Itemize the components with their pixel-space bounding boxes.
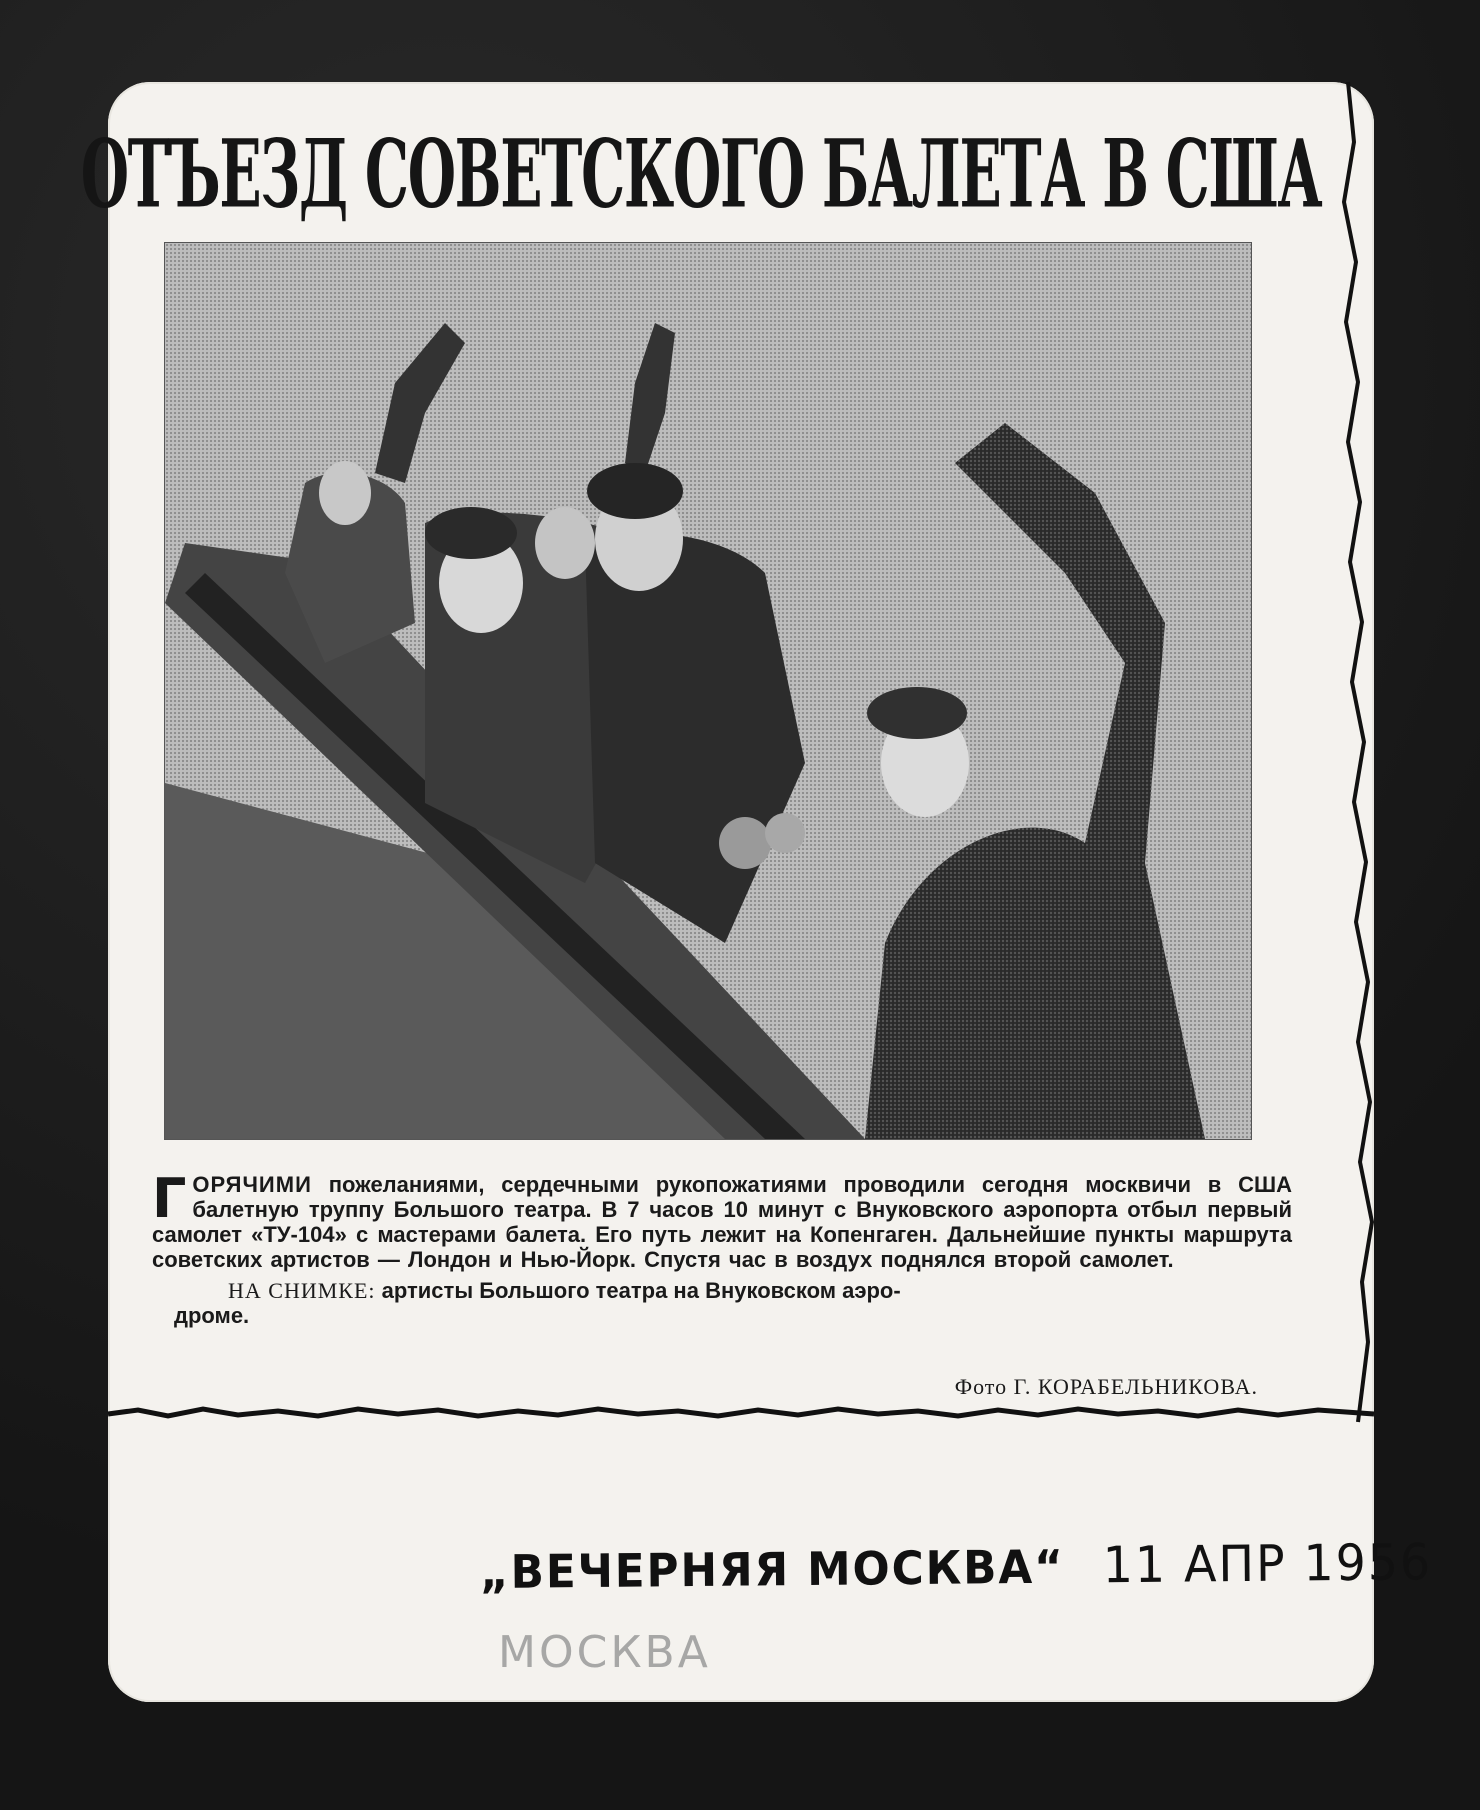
photo-illustration xyxy=(165,243,1251,1139)
photo-caption xyxy=(152,1278,1292,1328)
newspaper-stamp xyxy=(480,1533,1432,1600)
faded-stamp: МОСКВА xyxy=(498,1627,711,1678)
photo-credit: Фото Г. КОРАБЕЛЬНИКОВА. xyxy=(954,1374,1258,1399)
torn-edge-right xyxy=(1318,82,1374,1422)
newspaper-clipping xyxy=(80,82,1433,1702)
article-body: пожеланиями, сердечными рукопожатиями проводили сегодня москвичи в США балетную труппу Большого театра. В 7 часов 10 минут с Внуковского аэропорта отбыл первый самолет «ТУ-104» с мастерами балета. Его путь лежит на Копенгаген. Дальнейшие пункты маршрута советских артистов — Лондон и Нью-Йорк. Спустя час в воздух поднялся второй самолет. xyxy=(152,1172,1292,1272)
article-text xyxy=(152,1167,1292,1272)
lead-word: ОРЯЧИМИ xyxy=(192,1172,312,1197)
photo-caption-end: дроме. xyxy=(174,1303,250,1328)
headline: ОТЪЕЗД СОВЕТСКОГО БАЛЕТА В США xyxy=(80,118,1322,229)
photo-caption-text: артисты Большого театра на Внуковском аэро- xyxy=(375,1278,901,1303)
stamp-date: 11 АПР 1956 xyxy=(1102,1533,1433,1595)
drop-cap: Г xyxy=(152,1167,187,1230)
photograph xyxy=(164,242,1252,1140)
photo-caption-label: НА СНИМКЕ: xyxy=(228,1278,376,1303)
torn-edge xyxy=(108,1400,1374,1426)
stamp-newspaper-name: „ВЕЧЕРНЯЯ МОСКВА“ xyxy=(479,1539,1065,1599)
caption-block xyxy=(152,1167,1292,1402)
